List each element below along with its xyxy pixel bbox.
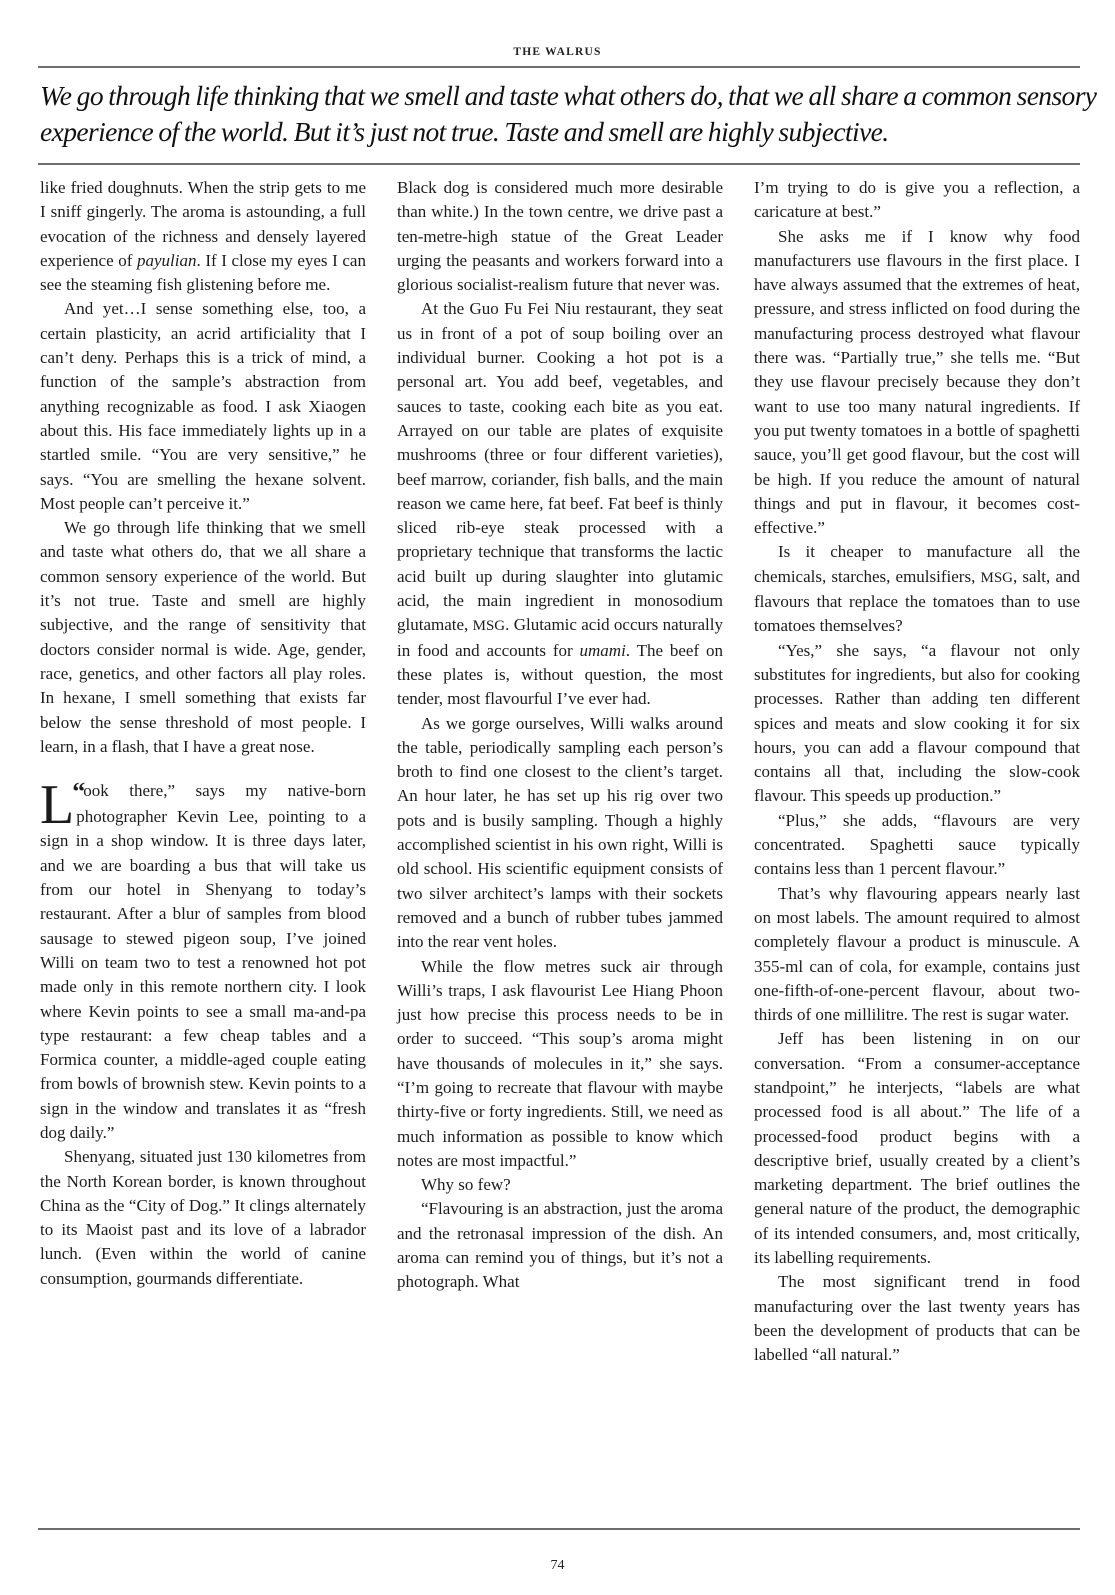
pull-quote-rule <box>38 163 1080 165</box>
drop-cap: L <box>40 774 75 837</box>
paragraph: “Flavouring is an abstraction, just the aroma and the retronasal impression of the dish. An aroma can remind you of things, but it’s not a photograph. What <box>397 1199 723 1292</box>
paragraph: “Plus,” she adds, “flavours are very concentrated. Spaghetti sauce typically contains less than 1 percent flavour.” <box>754 810 1080 879</box>
paragraph: “Yes,” she says, “a flavour not only substitutes for ingredients, but also for cooking processes. Rather than adding ten different spices and meats and slow cooking it for six hours, you can add a flavour compound that contains all that, including the slow-cook flavour. This speeds up production.” <box>754 640 1080 806</box>
paragraph: Black dog is considered much more desirable than white.) In the town centre, we drive past a ten-metre-high statue of the Great Leader urging the peasants and workers forward into a glorious socialist-realism future that never was. <box>397 178 723 295</box>
paragraph: As we gorge ourselves, Willi walks around the table, periodically sampling each person’s broth to find one closest to the client’s target. An hour later, he has set up his rig over two pots and is busily sampling. Though a highly accomplished scientist in his own right, Willi is old school. His scientific equipment consists of two silver architect’s lamps with their sockets removed and a bunch of rubber tubes jammed into the rear vent holes. <box>397 713 723 952</box>
acronym-msg: MSG <box>472 618 506 635</box>
pull-quote: We go through life thinking that we smell and taste what others do, that we all share a common sensory experience of the world. But it’s just not true. Taste and smell are highly subjective. <box>40 80 1097 147</box>
acronym-msg: MSG <box>980 569 1014 586</box>
paragraph: That’s why flavouring appears nearly last on most labels. The amount required to almost completely flavour a product is minuscule. A 355-ml can of cola, for example, contains just one-fifth-of-one-percent flavour, about two-thirds of one millilitre. The rest is sugar water. <box>754 883 1080 1025</box>
paragraph: like fried doughnuts. When the strip gets to me I sniff gingerly. The aroma is astounding, a full evocation of the richness and densely layered experience of payulian. If I close my eyes I can see the steaming fish glistening before me. <box>40 178 366 295</box>
section-opening-paragraph: “ L ook there,” says my native-born photographer Kevin Lee, pointing to a sign in a shop window. It is three days later, and we are boarding a bus that will take us from our hotel in Shenyang to today’s restaurant. After a blur of samples from blood sausage to stewed pigeon soup, I’ve joined Willi on team two to test a renowned hot pot made only in this remote northern city. I look where Kevin points to see a small ma-and-pa type restaurant: a few cheap tables and a Formica counter, a middle-aged couple eating from bowls of brownish stew. Kevin points to a sign in the window and translates it as “fresh dog daily.” <box>40 774 366 1142</box>
italic-term: umami <box>579 640 626 660</box>
paragraph: At the Guo Fu Fei Niu restaurant, they seat us in front of a pot of soup boiling over an individual burner. Cooking a hot pot is a personal art. You add beef, vegetables, and sauces to taste, cooking each bite as you eat. Arrayed on our table are plates of exquisite mushrooms (three or four different varieties), beef marrow, coriander, fish balls, and the main reason we came here, fat beef. Fat beef is thinly sliced rib-eye steak processed with a proprietary technique that transforms the lactic acid built up during slaughter into glutamic acid, the main ingredient in monosodium glutamate, MSG. Glutamic acid occurs naturally in food and accounts for umami. The beef on these plates is, without question, the most tender, most flavourful I’ve ever had. <box>397 299 724 709</box>
running-head-publication: THE WALRUS <box>513 46 602 58</box>
paragraph: And yet…I sense something else, too, a certain plasticity, an acrid artificiality that I can’t deny. Perhaps this is a trick of mind, a function of the sample’s abstraction from anything recognizable as food. I ask Xiaogen about this. His face immediately lights up in a startled smile. “You are very sensitive,” he says. “You are smelling the hexane solvent. Most people can’t perceive it.” <box>40 299 366 513</box>
paragraph: Why so few? <box>421 1175 511 1195</box>
footer-rule <box>38 1528 1080 1530</box>
article-body <box>40 176 1080 1368</box>
header-rule <box>38 66 1080 68</box>
paragraph: We go through life thinking that we smell and taste what others do, that we all share a common sensory experience of the world. But it’s not true. Taste and smell are highly subjective, and the range of sensitivity that doctors consider normal is wide. Age, gender, race, genetics, and other factors all play roles. In hexane, I smell something that exists far below the sense threshold of most people. I learn, in a flash, that I have a great nose. <box>40 518 366 756</box>
paragraph: She asks me if I know why food manufacturers use flavours in the first place. I have always assumed that the extremes of heat, pressure, and stress inflicted on food during the manufacturing process destroyed what flavour there was. “Partially true,” she tells me. “But they use flavour precisely because they don’t want to use too many natural ingredients. If you put twenty tomatoes in a bottle of spaghetti sauce, you’ll get good flavour, but the cost will be high. If you reduce the amount of natural things and put in flavour, it becomes cost-effective.” <box>754 226 1080 538</box>
column-2 <box>397 176 723 1368</box>
paragraph: The most significant trend in food manufacturing over the last twenty years has been the development of products that can be labelled “all natural.” <box>754 1272 1080 1365</box>
paragraph: Shenyang, situated just 130 kilometres from the North Korean border, is known throughout China as the “City of Dog.” It clings alternately to its Maoist past and its love of a labrador lunch. (Even within the world of canine consumption, gourmands differentiate. <box>40 1147 366 1288</box>
paragraph: Jeff has been listening in on our conversation. “From a consumer-acceptance standpoint,” he interjects, “labels are what processed food is all about.” The life of a processed-food product begins with a descriptive brief, usually created by a client’s marketing department. The brief outlines the general nature of the product, the demographic of its intended consumers, and, most critically, its labelling requirements. <box>754 1029 1080 1268</box>
opening-quote-mark: “ <box>72 777 84 807</box>
column-3 <box>754 176 1080 1368</box>
page-number: 74 <box>550 1558 565 1573</box>
italic-term: payulian <box>136 250 197 270</box>
paragraph: While the flow metres suck air through Willi’s traps, I ask flavourist Lee Hiang Phoon just how precise this process needs to be in order to succeed. “This soup’s aroma might have thousands of molecules in it,” she says. “I’m going to recreate that flavour with maybe thirty-five or forty ingredients. Still, we need as much information as possible to know which notes are most impactful.” <box>397 956 723 1170</box>
paragraph: Is it cheaper to manufacture all the chemicals, starches, emulsifiers, MSG, salt, and flavours that replace the tomatoes than to use tomatoes themselves? <box>754 542 1080 636</box>
column-1 <box>40 176 366 1368</box>
paragraph: I’m trying to do is give you a reflection, a caricature at best.” <box>754 178 1080 222</box>
